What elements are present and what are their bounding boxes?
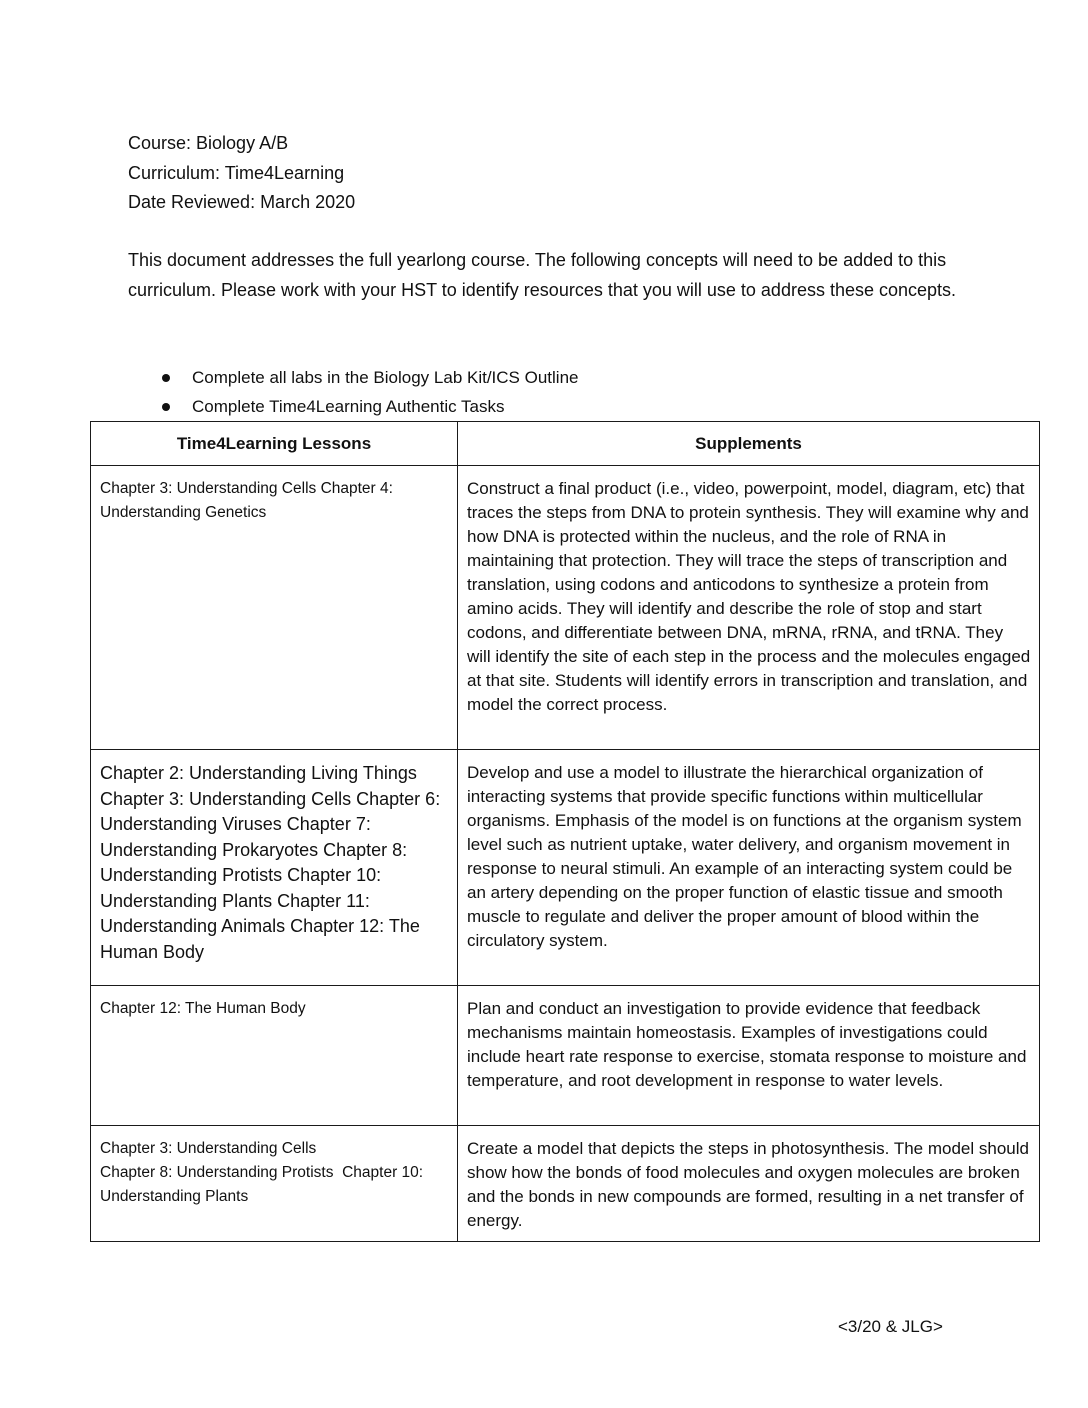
lessons-line: Chapter 8: Understanding Protists Chapter 10: Understanding Plants [100,1164,428,1205]
lessons-line: Chapter 3: Understanding Cells [100,1140,317,1157]
intro-paragraph: This document addresses the full yearlong course. The following concepts will need to be added to this curriculum. Please work with your HST to identify resources that you will use to address these concepts. [128,250,957,300]
list-item-text: Complete Time4Learning Authentic Tasks [192,397,505,416]
requirements-list [160,363,578,421]
bullet-icon [162,403,170,411]
course-line: Course: Biology A/B [128,133,289,153]
lessons-cell: Chapter 12: The Human Body [91,986,458,1126]
supplements-cell: Develop and use a model to illustrate the hierarchical organization of interacting systems that provide specific functions within multicellular organisms. Emphasis of the model is on functions at the organism system level such as nutrient uptake, water delivery, and organism movement in response to neural stimuli. An example of an interacting system could be an artery depending on the proper function of elastic tissue and smooth muscle to regulate and deliver the proper amount of blood within the circulatory system. [458,750,1040,986]
date-reviewed-line: Date Reviewed: March 2020 [128,192,356,212]
table-row [91,466,1040,750]
lessons-supplements-table [90,421,1040,1242]
table-header-row [91,422,1040,466]
column-header-supplements: Supplements [458,422,1040,466]
document-header [128,129,355,218]
table-row [91,750,1040,986]
table-row [91,986,1040,1126]
column-header-lessons: Time4Learning Lessons [91,422,458,466]
lessons-cell: Chapter 3: Understanding Cells Chapter 4: Understanding Genetics [91,466,458,750]
list-item-text: Complete all labs in the Biology Lab Kit/ICS Outline [192,368,579,387]
lessons-cell [91,1126,458,1242]
supplements-cell: Plan and conduct an investigation to provide evidence that feedback mechanisms maintain homeostasis. Examples of investigations could include heart rate response to exercise, stomata response to moisture and temperature, and root development in response to water levels. [458,986,1040,1126]
list-item [160,392,578,421]
lessons-cell: Chapter 2: Understanding Living Things Chapter 3: Understanding Cells Chapter 6: Understanding Viruses Chapter 7: Understanding Prokaryotes Chapter 8: Understanding Protists Chapter 10: Understanding Plants Chapter 11: Understanding Animals Chapter 12: The Human Body [91,750,458,986]
page-footer: <3/20 & JLG> [838,1317,943,1336]
curriculum-line: Curriculum: Time4Learning [128,162,345,183]
table-row [91,1126,1040,1242]
supplements-cell: Create a model that depicts the steps in photosynthesis. The model should show how the bonds of food molecules and oxygen molecules are broken and the bonds in new compounds are formed, resulting in a net transfer of energy. [458,1126,1040,1242]
bullet-icon [162,374,170,382]
list-item [160,363,578,392]
supplements-cell: Construct a final product (i.e., video, powerpoint, model, diagram, etc) that traces the steps from DNA to protein synthesis. They will examine why and how DNA is protected within the nucleus, and the role of RNA in maintaining that protection. They will trace the steps of transcription and translation, using codons and anticodons to synthesize a protein from amino acids. They will identify and describe the role of stop and start codons, and differentiate between DNA, mRNA, rRNA, and tRNA. They will identify the site of each step in the process and the molecules engaged at that site. Students will identify errors in transcription and translation, and model the correct process. [458,466,1040,750]
